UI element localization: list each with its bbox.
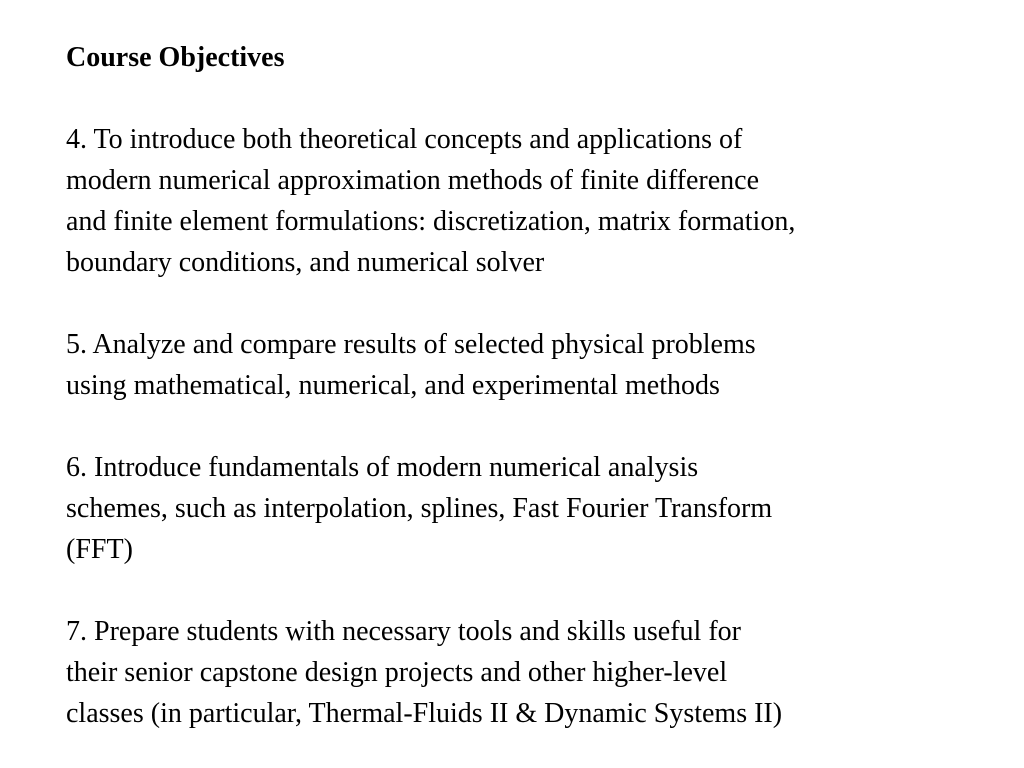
objective-7: 7. Prepare students with necessary tools and skills useful for their senior capstone design projects and other higher-level classes (in particular, Thermal-Fluids II & Dynamic Systems II)	[66, 616, 783, 729]
objective-5: 5. Analyze and compare results of selected physical problems using mathematical, numerical, and experimental methods	[66, 329, 756, 401]
objective-6: 6. Introduce fundamentals of modern numerical analysis schemes, such as interpolation, splines, Fast Fourier Transform (FFT)	[66, 452, 773, 565]
objective-4: 4. To introduce both theoretical concepts and applications of modern numerical approximation methods of finite difference and finite element formulations: discretization, matrix formation, boundary conditions, and numerical solver	[66, 124, 796, 278]
slide-title: Course Objectives	[66, 42, 285, 73]
